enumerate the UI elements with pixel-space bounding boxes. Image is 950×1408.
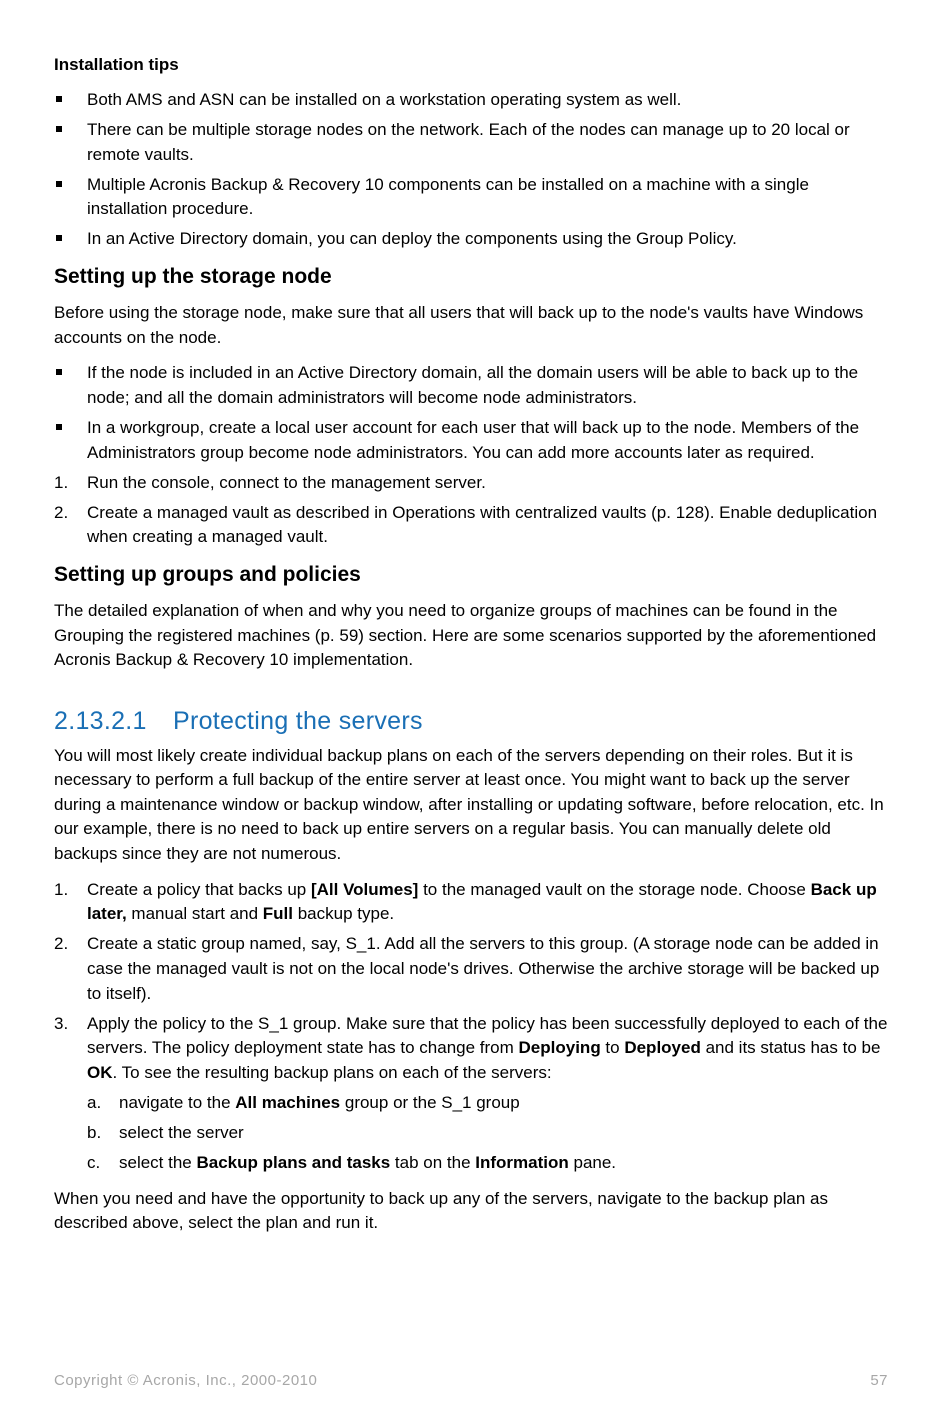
bullet-square-icon <box>56 126 62 132</box>
list-item <box>54 361 890 410</box>
step-number: 3. <box>54 1013 69 1033</box>
list-item-text: In an Active Directory domain, you can deploy the components using the Group Policy. <box>87 229 737 249</box>
installation-tips-heading: Installation tips <box>54 55 179 74</box>
list-item <box>54 88 890 113</box>
bullet-square-icon <box>56 369 62 375</box>
step-text: Create a policy that backs up <box>87 879 311 899</box>
sub-step-bold-text: Information <box>475 1153 569 1173</box>
sub-step-letter: b. <box>87 1123 102 1142</box>
list-item <box>54 416 890 465</box>
storage-node-heading: Setting up the storage node <box>54 265 332 289</box>
step-text: Run the console, connect to the management server. <box>87 472 486 492</box>
step-bold-text: Deployed <box>624 1038 701 1058</box>
sub-step-text: tab on the <box>390 1153 476 1173</box>
step-text: Create a static group named, say, S_1. Add all the servers to this group. (A storage node can be added in case the managed vault is not on the local node's drives. Otherwise the archive storage will be backed up to itself). <box>87 934 880 1003</box>
list-item <box>54 227 890 252</box>
step-number: 1. <box>54 879 69 899</box>
step-text: manual start and <box>126 904 263 924</box>
list-item-text: In a workgroup, create a local user account for each user that will back up to the node. Members of the Administrators group become node administrators. You can add more accounts later as required. <box>87 417 860 462</box>
numbered-step <box>54 878 890 927</box>
list-item <box>54 173 890 222</box>
list-item-text: Both AMS and ASN can be installed on a workstation operating system as well. <box>87 90 682 109</box>
sub-step-bold-text: Backup plans and tasks <box>196 1153 391 1173</box>
step-number: 1. <box>54 472 69 492</box>
step-bold-text: Deploying <box>518 1038 601 1058</box>
numbered-step <box>54 932 890 1006</box>
step-bold-text: OK <box>87 1062 113 1082</box>
bullet-square-icon <box>56 235 62 241</box>
step-bold-text: Back up later, <box>87 879 877 924</box>
bullet-square-icon <box>56 181 62 187</box>
step-bold-text: Full <box>262 904 293 924</box>
step-number: 2. <box>54 502 69 522</box>
sub-step-text: group or the S_1 group <box>340 1092 520 1112</box>
numbered-step <box>54 471 890 496</box>
groups-policies-heading: Setting up groups and policies <box>54 562 361 586</box>
numbered-step <box>54 1012 890 1086</box>
protecting-intro: You will most likely create individual backup plans on each of the servers depending on their roles. But it is necessary to perform a full backup of the entire server at least once. You might want to back up the server during a maintenance window or backup window, after installing or updating software, before relocation, etc. In our example, there is no need to back up entire servers on a regular basis. You can manually delete old backups since they are not numerous. <box>54 745 884 864</box>
page-footer <box>54 1372 888 1389</box>
step-text: to <box>600 1038 625 1058</box>
step-bold-text: [All Volumes] <box>310 879 419 899</box>
step-text: and its status has to be <box>700 1038 881 1058</box>
storage-node-intro: Before using the storage node, make sure that all users that will back up to the node's vaults have Windows accounts on the node. <box>54 303 864 347</box>
list-item-text: If the node is included in an Active Directory domain, all the domain users will be able to back up to the node; and all the domain administrators will become node administrators. <box>87 363 859 407</box>
sub-step <box>54 1151 890 1176</box>
sub-step-letter: a. <box>87 1092 102 1112</box>
list-item-text: Multiple Acronis Backup & Recovery 10 components can be installed on a machine with a single installation procedure. <box>87 174 809 219</box>
list-item <box>54 118 890 167</box>
step-text: . To see the resulting backup plans on each of the servers: <box>112 1062 552 1082</box>
step-text: to the managed vault on the storage node. Choose <box>418 879 811 899</box>
sub-step-text: select the <box>119 1153 197 1173</box>
groups-policies-text: The detailed explanation of when and why you need to organize groups of machines can be found in the Grouping the registered machines (p. 59) section. Here are some scenarios supported by the aforementioned Acronis Backup & Recovery 10 implementation. <box>54 600 877 670</box>
sub-step-bold-text: All machines <box>235 1092 341 1112</box>
sub-step-text: navigate to the <box>119 1092 236 1112</box>
step-text: Apply the policy to the S_1 group. Make sure that the policy has been successfully deployed to each of the servers. The policy deployment state has to change from <box>87 1013 888 1058</box>
protecting-outro: When you need and have the opportunity to back up any of the servers, navigate to the backup plan as described above, select the plan and run it. <box>54 1188 829 1233</box>
list-item-text: There can be multiple storage nodes on the network. Each of the nodes can manage up to 20 local or remote vaults. <box>87 120 850 164</box>
numbered-step <box>54 501 890 550</box>
section-number: 2.13.2.1 <box>54 706 147 735</box>
sub-step <box>54 1091 890 1116</box>
sub-step <box>54 1121 890 1146</box>
copyright-text: Copyright © Acronis, Inc., 2000-2010 <box>54 1372 318 1389</box>
sub-step-text: select the server <box>119 1123 244 1142</box>
document-page <box>54 53 890 1247</box>
bullet-square-icon <box>56 96 62 102</box>
page-number: 57 <box>870 1372 888 1389</box>
sub-step-text: pane. <box>568 1153 617 1173</box>
sub-step-letter: c. <box>87 1153 101 1173</box>
step-text: Create a managed vault as described in Operations with centralized vaults (p. 128). Enable deduplication when creating a managed vault. <box>87 502 878 547</box>
step-text: backup type. <box>293 904 395 924</box>
bullet-square-icon <box>56 424 62 430</box>
section-heading <box>54 705 890 737</box>
step-number: 2. <box>54 934 69 954</box>
section-title: Protecting the servers <box>173 706 423 735</box>
